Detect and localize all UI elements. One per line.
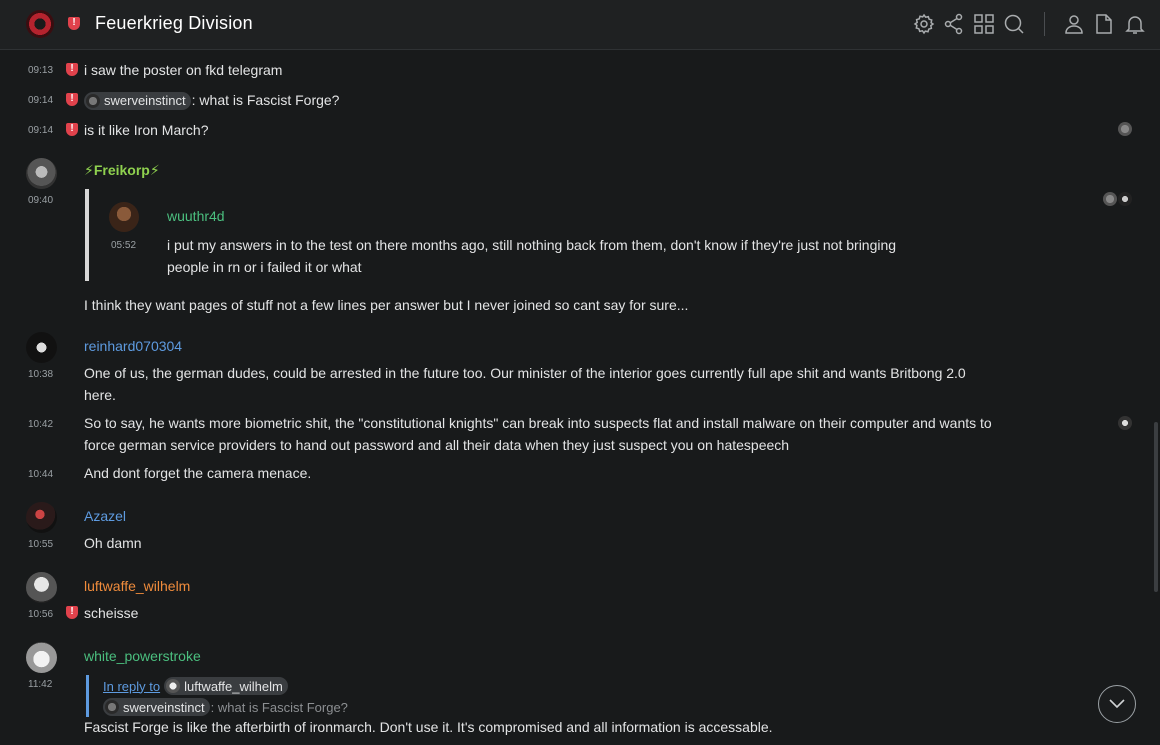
mention-avatar xyxy=(105,700,119,714)
timestamp: 10:44 xyxy=(28,469,54,480)
sender-name[interactable]: luftwaffe_wilhelm xyxy=(84,578,191,594)
avatar[interactable] xyxy=(26,642,57,673)
search-icon[interactable] xyxy=(1002,12,1026,36)
reply-quoted-line xyxy=(103,697,348,717)
jump-to-bottom-button[interactable] xyxy=(1098,685,1136,723)
sender-name[interactable]: ⚡Freikorp⚡ xyxy=(84,162,160,178)
avatar[interactable] xyxy=(26,332,57,363)
mention-name: swerveinstinct xyxy=(104,93,186,109)
sender-name[interactable]: white_powerstroke xyxy=(84,648,201,664)
message-text: : what is Fascist Forge? xyxy=(191,92,340,108)
timestamp: 11:42 xyxy=(28,679,53,690)
quoted-text: i put my answers in to the test on there months ago, still nothing back from them, don't know if they're just not bringing people in rn or i failed it or what xyxy=(167,237,897,275)
message-body: Fascist Forge is like the afterbirth of ironmarch. Don't use it. It's compromised and all information is accessable. xyxy=(84,719,773,735)
message-body: i saw the poster on fkd telegram xyxy=(84,62,283,78)
timestamp: 09:13 xyxy=(28,65,54,76)
sender-name[interactable]: reinhard070304 xyxy=(84,338,183,354)
message-body: I think they want pages of stuff not a few lines per answer but I never joined so cant say for sure... xyxy=(84,297,689,313)
timestamp: 09:40 xyxy=(28,195,54,206)
read-receipt-avatar[interactable] xyxy=(1118,192,1132,206)
message-body: And dont forget the camera menace. xyxy=(84,465,312,481)
in-reply-to-link[interactable]: In reply to xyxy=(103,678,161,694)
timestamp: 10:56 xyxy=(28,609,54,620)
share-icon[interactable] xyxy=(942,12,966,36)
message-body: One of us, the german dudes, could be arrested in the future too. Our minister of the interior goes currently full ape shit and wants Britbong 2.0 here. xyxy=(84,365,966,403)
shield-warning-icon xyxy=(66,63,78,76)
timestamp: 09:14 xyxy=(28,95,54,106)
timestamp: 10:38 xyxy=(28,369,54,380)
mention-name: luftwaffe_wilhelm xyxy=(184,678,283,694)
message-row[interactable] xyxy=(0,119,1150,141)
timestamp: 10:55 xyxy=(28,539,54,550)
notifications-icon[interactable] xyxy=(1123,12,1147,36)
message-body: scheisse xyxy=(84,605,139,621)
user-mention-pill[interactable] xyxy=(164,677,288,695)
mention-name: swerveinstinct xyxy=(123,699,205,715)
room-header xyxy=(0,0,1160,50)
timestamp: 05:52 xyxy=(111,240,137,251)
mention-avatar xyxy=(166,679,180,693)
grid-icon[interactable] xyxy=(972,12,996,36)
message-body xyxy=(84,89,339,111)
shield-warning-icon xyxy=(66,606,78,619)
message-body: is it like Iron March? xyxy=(84,122,209,138)
mention-avatar xyxy=(86,94,100,108)
sender-name[interactable]: Azazel xyxy=(84,508,127,524)
reply-preview[interactable] xyxy=(86,675,686,717)
message-body: So to say, he wants more biometric shit, the "constitutional knights" can break into suspects flat and install malware on their computer and wants to force german service providers to hand out password and all their data when they just suspect you on hatespeech xyxy=(84,415,992,453)
avatar[interactable] xyxy=(26,502,57,533)
timestamp: 10:42 xyxy=(28,419,54,430)
timeline-scrollbar[interactable] xyxy=(1154,422,1158,592)
reply-quoted-text: : what is Fascist Forge? xyxy=(210,699,348,715)
read-receipt-avatar[interactable] xyxy=(1103,192,1117,206)
files-icon[interactable] xyxy=(1092,12,1116,36)
room-name[interactable]: Feuerkrieg Division xyxy=(95,13,253,33)
sender-name[interactable]: wuuthr4d xyxy=(167,208,225,224)
read-receipt-avatar[interactable] xyxy=(1118,122,1132,136)
members-icon[interactable] xyxy=(1062,12,1086,36)
shield-warning-icon xyxy=(68,17,80,30)
header-divider xyxy=(1044,12,1045,36)
avatar[interactable] xyxy=(109,202,139,232)
room-avatar[interactable] xyxy=(26,10,54,38)
timeline[interactable] xyxy=(0,51,1160,745)
settings-icon[interactable] xyxy=(912,12,936,36)
shield-warning-icon xyxy=(66,123,78,136)
avatar[interactable] xyxy=(26,158,57,189)
shield-warning-icon xyxy=(66,93,78,106)
chevron-down-icon xyxy=(1109,698,1125,710)
message-body: Oh damn xyxy=(84,535,142,551)
user-mention-pill[interactable] xyxy=(84,92,191,110)
read-receipt-avatar[interactable] xyxy=(1118,416,1132,430)
quoted-message[interactable] xyxy=(85,189,1005,281)
timestamp: 09:14 xyxy=(28,125,54,136)
message-row[interactable] xyxy=(0,59,1150,81)
user-mention-pill[interactable] xyxy=(103,698,210,716)
message-row[interactable] xyxy=(0,89,1150,111)
avatar[interactable] xyxy=(26,572,57,603)
reply-header xyxy=(103,675,289,697)
